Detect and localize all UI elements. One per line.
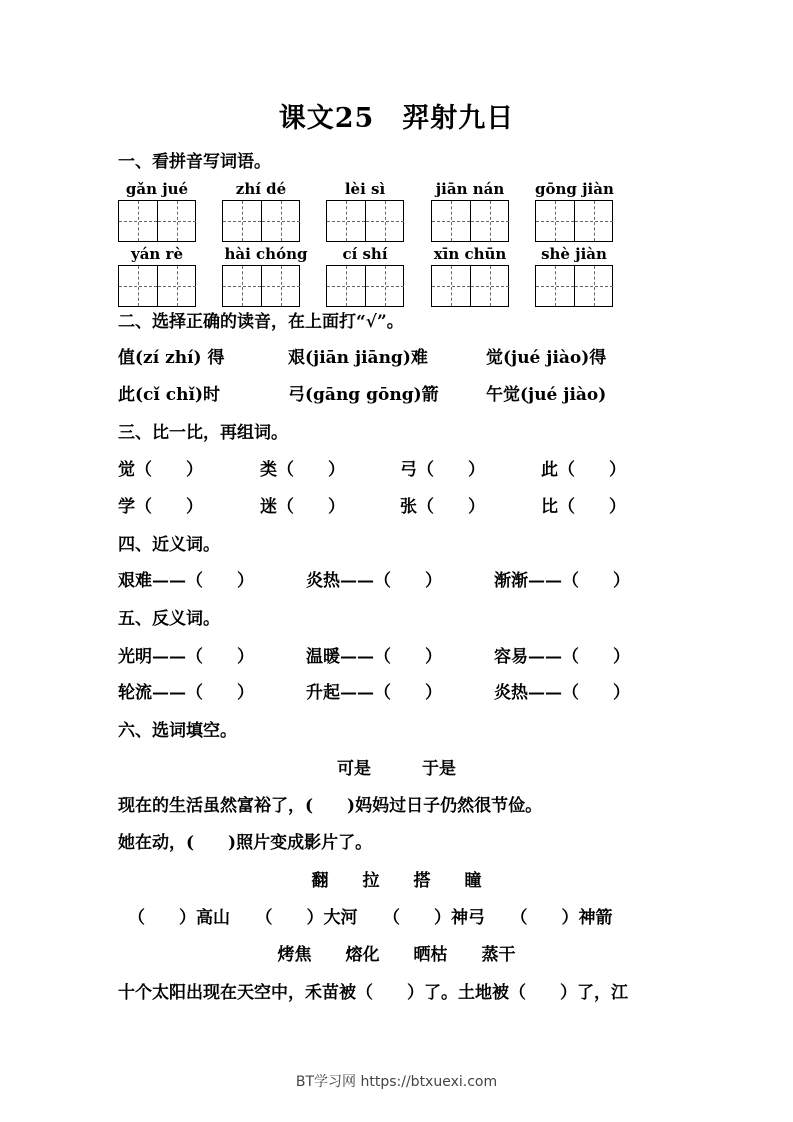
compare-item[interactable]: 学（ ） [118, 497, 203, 517]
section-2-heading: 二、选择正确的读音，在上面打“√”。 [118, 312, 404, 332]
reading-choice[interactable]: 弓(gāng gōng)箭 [288, 385, 439, 405]
writing-grid[interactable] [222, 200, 300, 242]
writing-grid[interactable] [222, 265, 300, 307]
footer-watermark: BT学习网 https://btxuexi.com [295, 1074, 498, 1090]
pinyin-label: yán rè [130, 245, 183, 263]
pinyin-label: cí shí [342, 245, 388, 263]
reading-choice[interactable]: 值(zí zhí) 得 [118, 348, 225, 368]
reading-choice[interactable]: 此(cǐ chǐ)时 [118, 385, 220, 405]
compare-item[interactable]: 张（ ） [400, 497, 485, 517]
antonym-item[interactable]: 光明——（ ） [118, 647, 254, 667]
reading-choice[interactable]: 艰(jiān jiāng)难 [288, 348, 428, 368]
page-title: 课文25 羿射九日 [278, 103, 515, 134]
synonym-item[interactable]: 渐渐——（ ） [494, 571, 630, 591]
fill-phrases[interactable]: （ ）高山 （ ）大河 （ ）神弓 （ ）神箭 [128, 908, 613, 928]
writing-grid[interactable] [431, 265, 509, 307]
section-6-heading: 六、选词填空。 [118, 721, 237, 741]
writing-grid[interactable] [326, 200, 404, 242]
compare-item[interactable]: 迷（ ） [260, 497, 345, 517]
pinyin-label: gǎn jué [125, 180, 189, 198]
synonym-item[interactable]: 艰难——（ ） [118, 571, 254, 591]
pinyin-label: zhí dé [235, 180, 287, 198]
word-choices: 翻 拉 搭 瞳 [311, 871, 482, 891]
writing-grid[interactable] [431, 200, 509, 242]
fill-sentence[interactable]: 十个太阳出现在天空中，禾苗被（ ）了。土地被（ ）了，江 [118, 983, 628, 1003]
compare-item[interactable]: 比（ ） [541, 497, 626, 517]
pinyin-label: jiān nán [435, 180, 505, 198]
antonym-item[interactable]: 容易——（ ） [494, 647, 630, 667]
section-1-heading: 一、看拼音写词语。 [118, 152, 271, 172]
pinyin-label: shè jiàn [541, 245, 607, 263]
section-3-heading: 三、比一比，再组词。 [118, 423, 288, 443]
antonym-item[interactable]: 温暖——（ ） [306, 647, 442, 667]
synonym-item[interactable]: 炎热——（ ） [306, 571, 442, 591]
antonym-item[interactable]: 升起——（ ） [306, 683, 442, 703]
compare-item[interactable]: 类（ ） [260, 460, 345, 480]
writing-grid[interactable] [326, 265, 404, 307]
word-choices: 烤焦 熔化 晒枯 蒸干 [277, 945, 516, 965]
pinyin-label: xīn chūn [433, 245, 507, 263]
writing-grid[interactable] [118, 265, 196, 307]
section-4-heading: 四、近义词。 [118, 535, 220, 555]
writing-grid[interactable] [535, 200, 613, 242]
fill-sentence[interactable]: 她在动，( )照片变成影片了。 [118, 833, 373, 853]
antonym-item[interactable]: 轮流——（ ） [118, 683, 254, 703]
fill-sentence[interactable]: 现在的生活虽然富裕了，( )妈妈过日子仍然很节俭。 [118, 796, 543, 816]
pinyin-label: hài chóng [224, 245, 308, 263]
writing-grid[interactable] [535, 265, 613, 307]
pinyin-label: lèi sì [344, 180, 386, 198]
word-choices: 可是 于是 [337, 759, 456, 779]
section-5-heading: 五、反义词。 [118, 609, 220, 629]
writing-grid[interactable] [118, 200, 196, 242]
pinyin-label: gōng jiàn [535, 180, 614, 198]
compare-item[interactable]: 此（ ） [541, 460, 626, 480]
reading-choice[interactable]: 午觉(jué jiào) [486, 385, 607, 405]
antonym-item[interactable]: 炎热——（ ） [494, 683, 630, 703]
compare-item[interactable]: 觉（ ） [118, 460, 203, 480]
reading-choice[interactable]: 觉(jué jiào)得 [486, 348, 607, 368]
compare-item[interactable]: 弓（ ） [400, 460, 485, 480]
